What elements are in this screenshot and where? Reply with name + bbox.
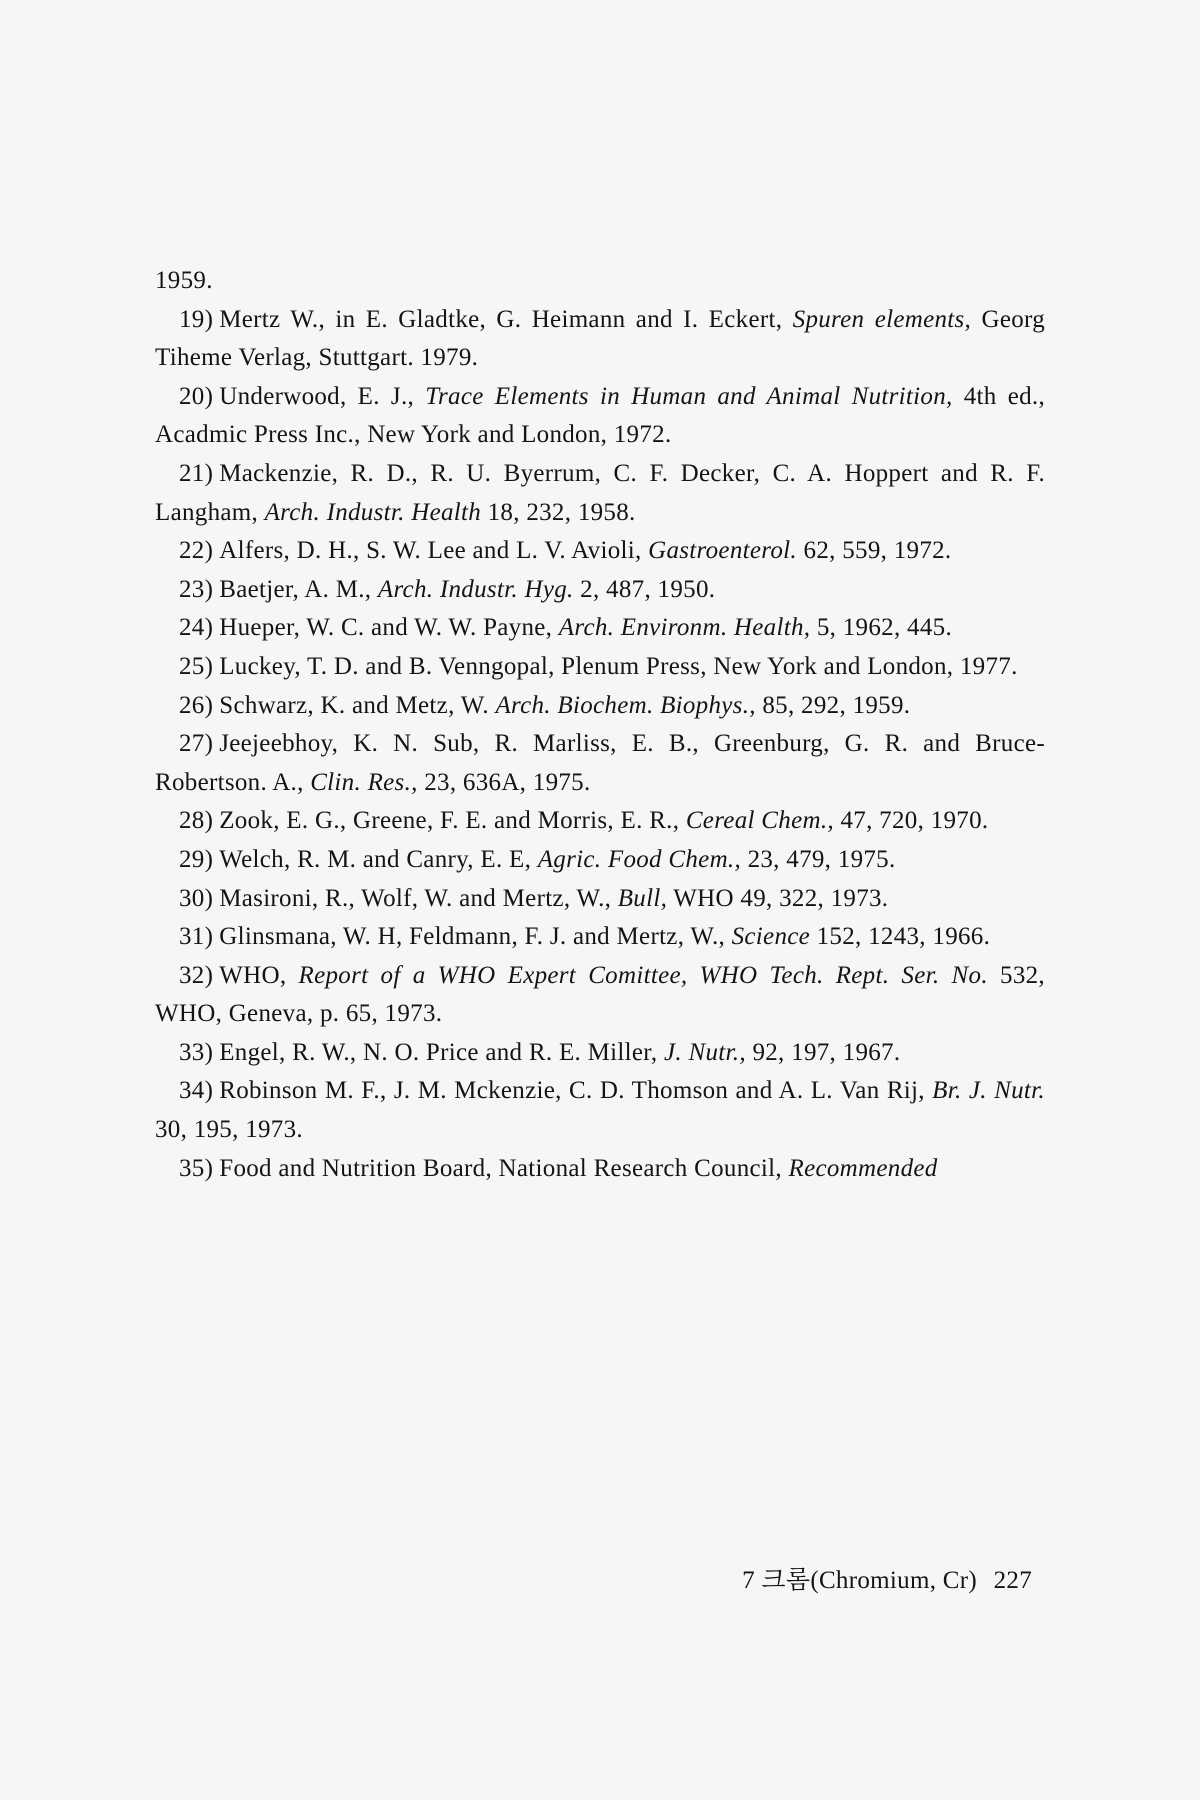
reference-source-italic: Arch. Biochem. Biophys.,	[495, 691, 756, 719]
reference-text: Zook, E. G., Greene, F. E. and Morris, E. R.,	[219, 807, 686, 835]
reference-item	[155, 957, 1045, 1034]
reference-text: 18, 232, 1958.	[481, 498, 636, 526]
reference-item	[155, 918, 1045, 957]
reference-number: 23)	[179, 575, 214, 603]
reference-item	[155, 571, 1045, 610]
reference-text: Robinson M. F., J. M. Mckenzie, C. D. Thomson and A. L. Van Rij,	[219, 1077, 933, 1105]
reference-number: 20)	[179, 382, 214, 410]
reference-source-italic: Trace Elements in Human and Animal Nutrition,	[425, 382, 953, 410]
reference-source-italic: Br. J. Nutr.	[932, 1077, 1045, 1105]
reference-item	[155, 880, 1045, 919]
reference-source-italic: Recommended	[788, 1154, 938, 1182]
reference-text: WHO 49, 322, 1973.	[667, 884, 889, 912]
reference-text: Underwood, E. J.,	[219, 382, 426, 410]
reference-number: 32)	[179, 961, 214, 989]
reference-item	[155, 687, 1045, 726]
reference-text: 4th ed., Acadmic Press Inc., New York and London, 1972.	[155, 382, 1045, 449]
reference-text: 85, 292, 1959.	[755, 691, 911, 719]
reference-text: Baetjer, A. M.,	[219, 575, 378, 603]
reference-item	[155, 1150, 1045, 1189]
reference-text: 152, 1243, 1966.	[810, 923, 991, 951]
reference-number: 26)	[179, 691, 214, 719]
reference-source-italic: Cereal Chem.,	[685, 807, 834, 835]
reference-text: 62, 559, 1972.	[796, 537, 952, 565]
page-number: 227	[993, 1567, 1032, 1594]
reference-text: 532, WHO, Geneva, p. 65, 1973.	[155, 961, 1045, 1028]
reference-number: 28)	[179, 807, 214, 835]
reference-number: 25)	[179, 652, 214, 680]
reference-item	[155, 648, 1045, 687]
reference-source-italic: Report of a WHO Expert Comittee, WHO Tech. Rept. Ser. No.	[298, 961, 988, 989]
reference-text: 23, 636A, 1975.	[417, 768, 591, 796]
reference-number: 34)	[179, 1077, 214, 1105]
running-footer	[732, 1560, 1032, 1596]
reference-text: 92, 197, 1967.	[745, 1038, 901, 1066]
reference-text: Mackenzie, R. D., R. U. Byerrum, C. F. Decker, C. A. Hoppert and R. F. Langham,	[155, 459, 1045, 526]
reference-list	[155, 262, 1045, 1188]
reference-text: Jeejeebhoy, K. N. Sub, R. Marliss, E. B., Greenburg, G. R. and Bruce-Robertson. A.,	[155, 730, 1045, 796]
reference-item	[155, 1034, 1045, 1073]
references-container	[155, 301, 1045, 1189]
reference-number: 19)	[179, 305, 214, 333]
reference-text: Hueper, W. C. and W. W. Payne,	[219, 614, 559, 642]
reference-number: 24)	[179, 614, 214, 642]
reference-item	[155, 455, 1045, 532]
reference-text: Masironi, R., Wolf, W. and Mertz, W.,	[219, 884, 618, 912]
reference-source-italic: Arch. Environm. Health,	[558, 614, 811, 642]
reference-source-italic: Bull,	[617, 884, 668, 912]
reference-number: 31)	[179, 923, 214, 951]
reference-item	[155, 301, 1045, 378]
reference-source-italic: Spuren elements,	[792, 305, 972, 333]
reference-source-italic: Gastroenterol.	[648, 537, 797, 565]
reference-text: WHO,	[219, 961, 299, 989]
reference-number: 35)	[179, 1154, 214, 1182]
reference-source-italic: Science	[731, 923, 811, 951]
reference-text: 5, 1962, 445.	[810, 614, 953, 642]
reference-number: 33)	[179, 1038, 214, 1066]
reference-item	[155, 609, 1045, 648]
reference-source-italic: J. Nutr.,	[664, 1038, 746, 1066]
reference-text: 23, 479, 1975.	[741, 845, 896, 873]
reference-number: 27)	[179, 730, 214, 758]
reference-number: 30)	[179, 884, 214, 912]
continued-year: 1959.	[155, 267, 213, 294]
reference-text: 30, 195, 1973.	[155, 1116, 303, 1144]
chapter-title: 7 크롬(Chromium, Cr)	[742, 1567, 978, 1594]
reference-item	[155, 841, 1045, 880]
reference-number: 29)	[179, 845, 214, 873]
reference-item	[155, 532, 1045, 571]
reference-text: Schwarz, K. and Metz, W.	[219, 691, 496, 719]
reference-number: 22)	[179, 537, 214, 565]
reference-number: 21)	[179, 459, 214, 487]
reference-source-italic: Arch. Industr. Hyg.	[377, 575, 574, 603]
reference-item	[155, 725, 1045, 802]
reference-text: Luckey, T. D. and B. Venngopal, Plenum Press, New York and London, 1977.	[219, 652, 1018, 680]
reference-source-italic: Clin. Res.,	[310, 768, 418, 796]
reference-text: Welch, R. M. and Canry, E. E,	[219, 845, 538, 873]
reference-text: Glinsmana, W. H, Feldmann, F. J. and Mertz, W.,	[219, 923, 732, 951]
reference-text: Engel, R. W., N. O. Price and R. E. Miller,	[219, 1038, 665, 1066]
reference-text: 47, 720, 1970.	[833, 807, 989, 835]
reference-text: Georg Tiheme Verlag, Stuttgart. 1979.	[155, 305, 1046, 372]
reference-text: Food and Nutrition Board, National Research Council,	[219, 1154, 789, 1182]
reference-text: 2, 487, 1950.	[573, 575, 716, 603]
reference-text: Mertz W., in E. Gladtke, G. Heimann and I. Eckert,	[219, 305, 793, 333]
reference-source-italic: Arch. Industr. Health	[264, 498, 482, 526]
reference-item	[155, 1072, 1045, 1149]
reference-item	[155, 378, 1045, 455]
reference-item	[155, 802, 1045, 841]
reference-text: Alfers, D. H., S. W. Lee and L. V. Avioli,	[219, 537, 649, 565]
reference-source-italic: Agric. Food Chem.,	[537, 845, 742, 873]
